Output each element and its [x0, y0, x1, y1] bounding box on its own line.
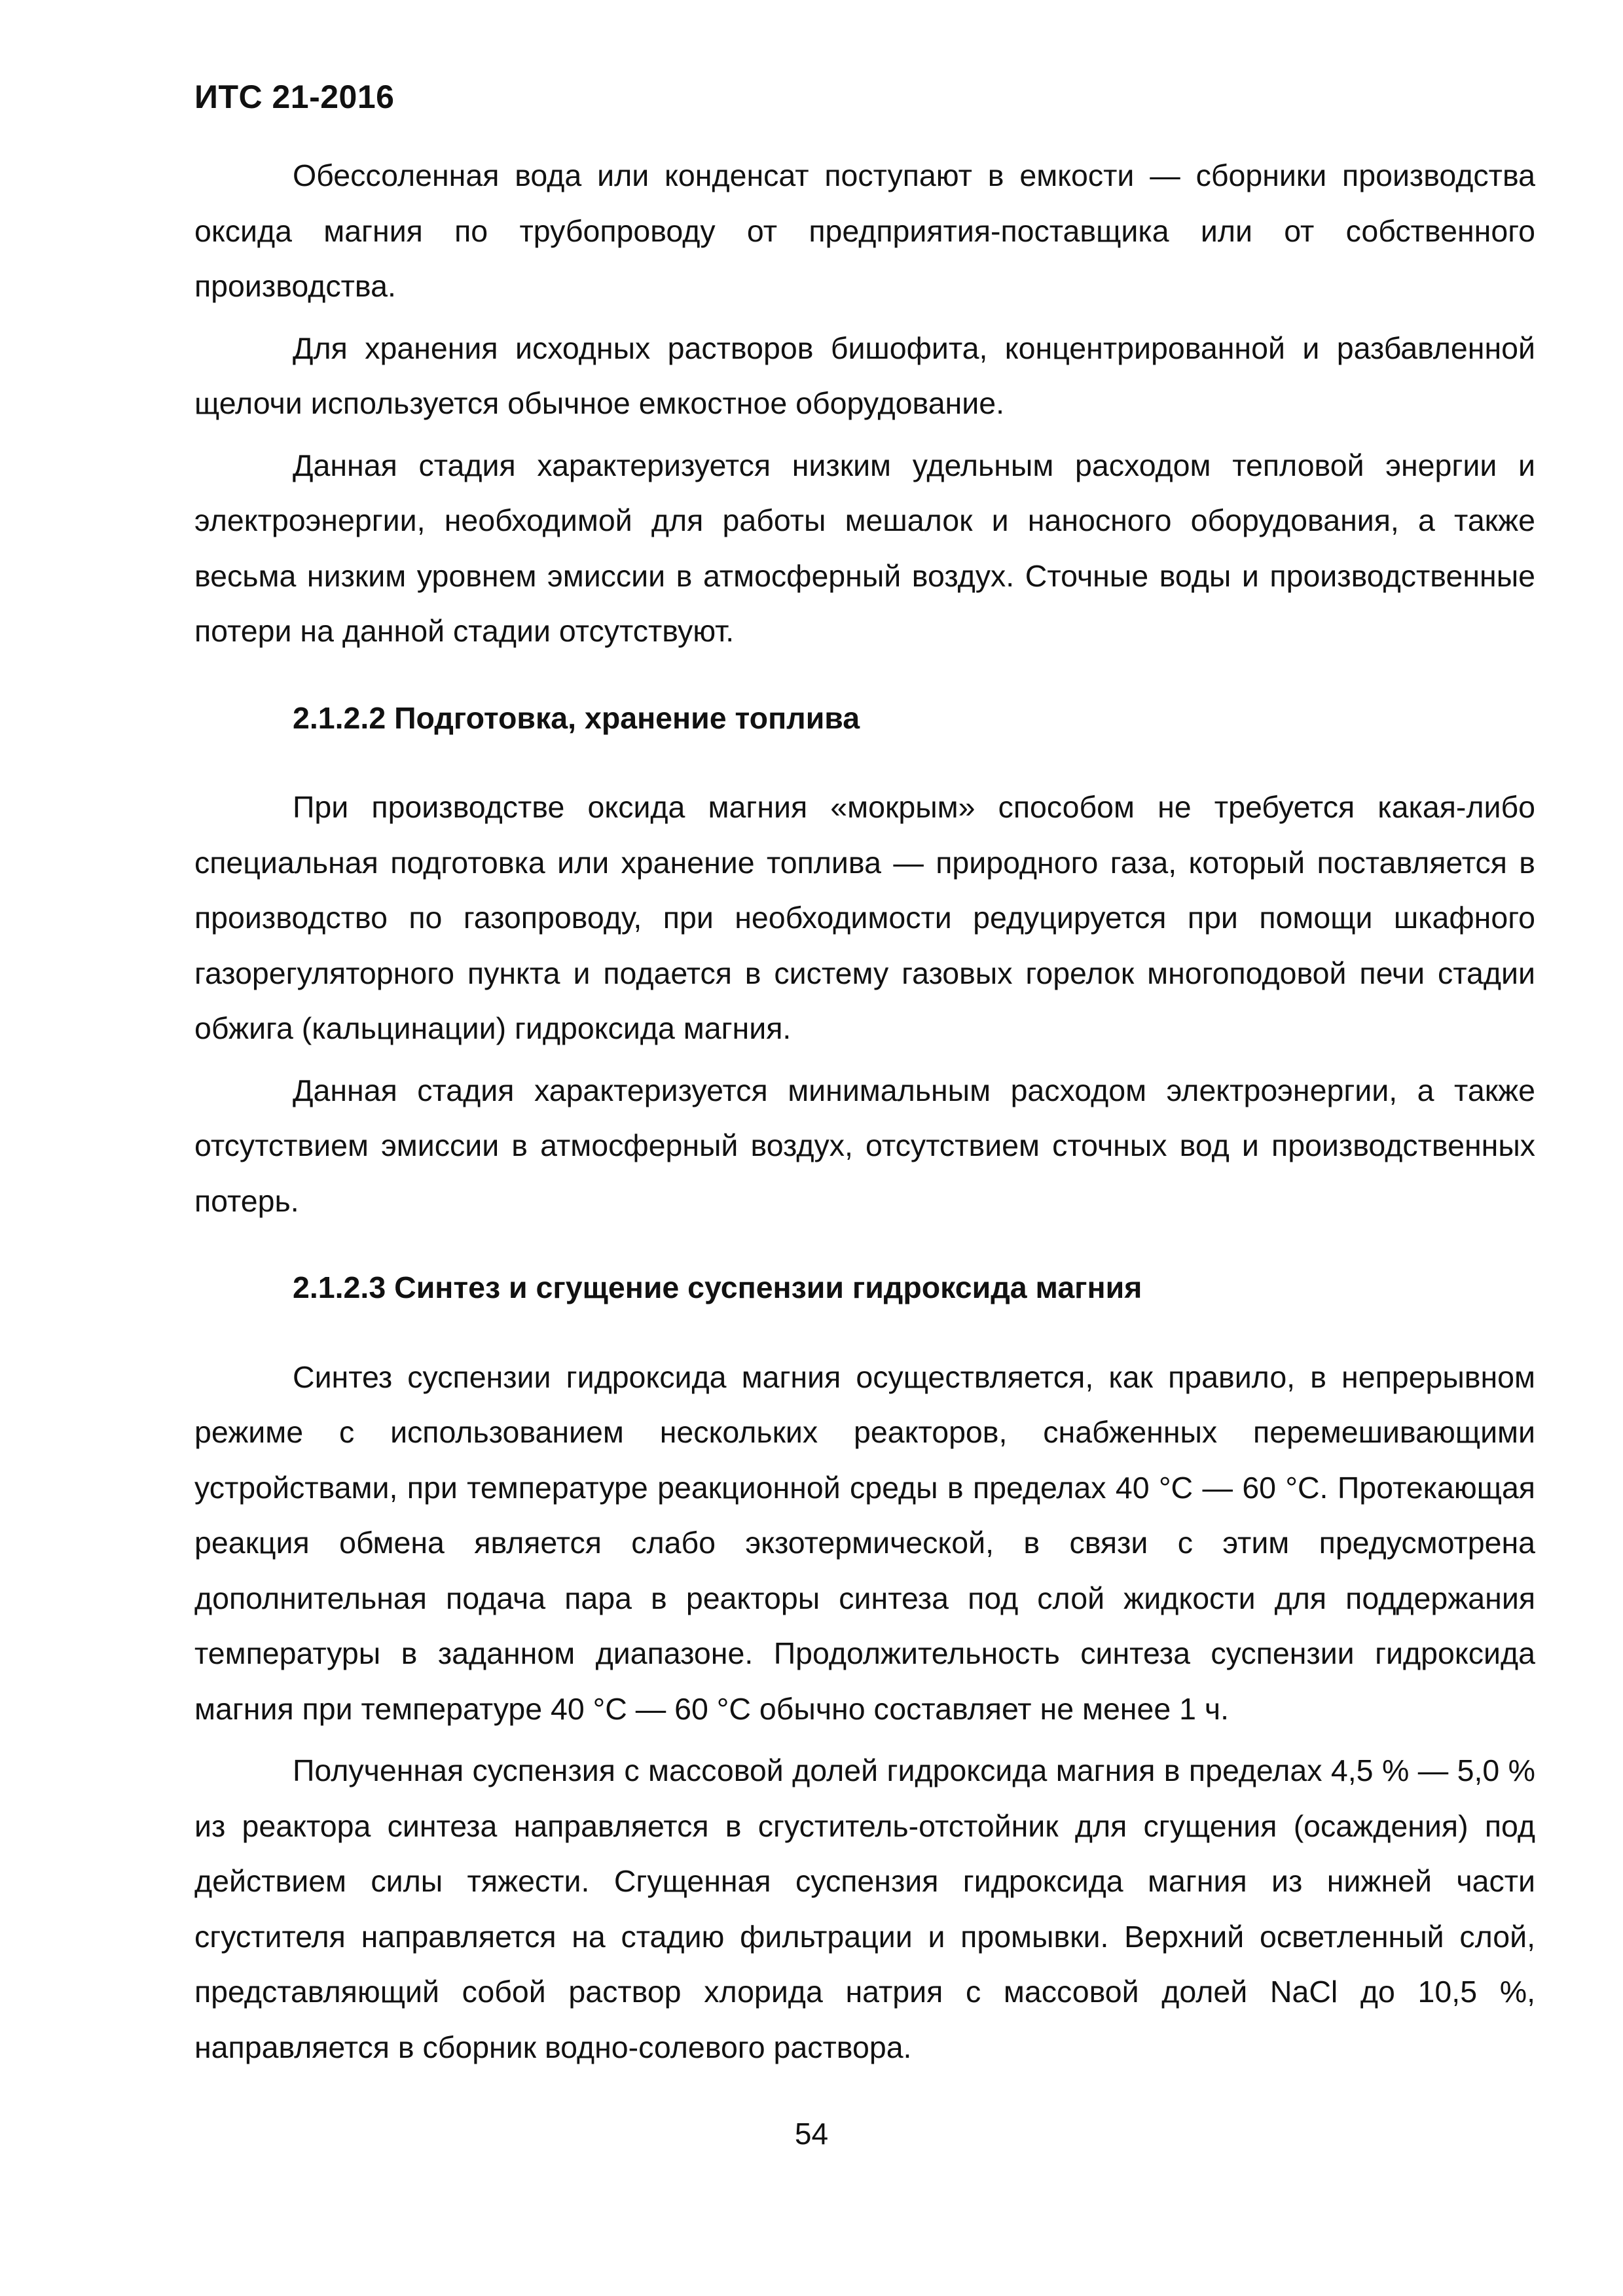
paragraph-fuel-stage-consumption: Данная стадия характеризуется минимальным расходом электроэнергии, а также отсутствием эмиссии в атмосферный воздух, отсутствием сточных вод и производственных потерь.	[194, 1073, 1535, 1218]
section-heading-synthesis: 2.1.2.3 Синтез и сгущение суспензии гидроксида магния	[293, 1270, 1142, 1304]
paragraph-stage-consumption: Данная стадия характеризуется низким удельным расходом тепловой энергии и электроэнергии, необходимой для работы мешалок и наносного оборудования, а также весьма низким уровнем эмиссии в атмосферный воздух. Сточные воды и производственные потери на данной стадии отсутствуют.	[194, 448, 1535, 648]
section-heading-fuel: 2.1.2.2 Подготовка, хранение топлива	[293, 700, 860, 735]
paragraph-fuel-preparation: При производстве оксида магния «мокрым» способом не требуется какая-либо специальная подготовка или хранение топлива — природного газа, который поставляется в производство по газопроводу, при необходимости редуцируется при помощи шкафного газорегуляторного пункта и подается в систему газовых горелок многоподовой печи стадии обжига (кальцинации) гидроксида магния.	[194, 790, 1535, 1045]
document-code-header: ИТС 21-2016	[194, 79, 395, 115]
paragraph-synthesis: Синтез суспензии гидроксида магния осуществляется, как правило, в непрерывном режиме с использованием нескольких реакторов, снабженных перемешивающими устройствами, при температуре реакционной среды в пределах 40 °С — 60 °С. Протекающая реакция обмена является слабо экзотермической, в связи с этим предусмотрена дополнительная подача пара в реакторы синтеза под слой жидкости для поддержания температуры в заданном диапазоне. Продолжительность синтеза суспензии гидроксида магния при температуре 40 °С — 60 °С обычно составляет не менее 1 ч.	[194, 1359, 1535, 1726]
page-number: 54	[794, 2117, 829, 2151]
paragraph-storage-equipment: Для хранения исходных растворов бишофита, концентрированной и разбавленной щелочи используется обычное емкостное оборудование.	[194, 331, 1535, 420]
paragraph-water-supply: Обессоленная вода или конденсат поступают в емкости — сборники производства оксида магния по трубопроводу от предприятия-поставщика или от собственного производства.	[194, 158, 1535, 303]
page-body	[194, 148, 1535, 2081]
paragraph-thickening: Полученная суспензия с массовой долей гидроксида магния в пределах 4,5 % — 5,0 % из реактора синтеза направляется в сгуститель-отстойник для сгущения (осаждения) под действием силы тяжести. Сгущенная суспензия гидроксида магния из нижней части сгустителя направляется на стадию фильтрации и промывки. Верхний осветленный слой, представляющий собой раствор хлорида натрия с массовой долей NaCl до 10,5 %, направляется в сборник водно-солевого раствора.	[194, 1753, 1535, 2064]
